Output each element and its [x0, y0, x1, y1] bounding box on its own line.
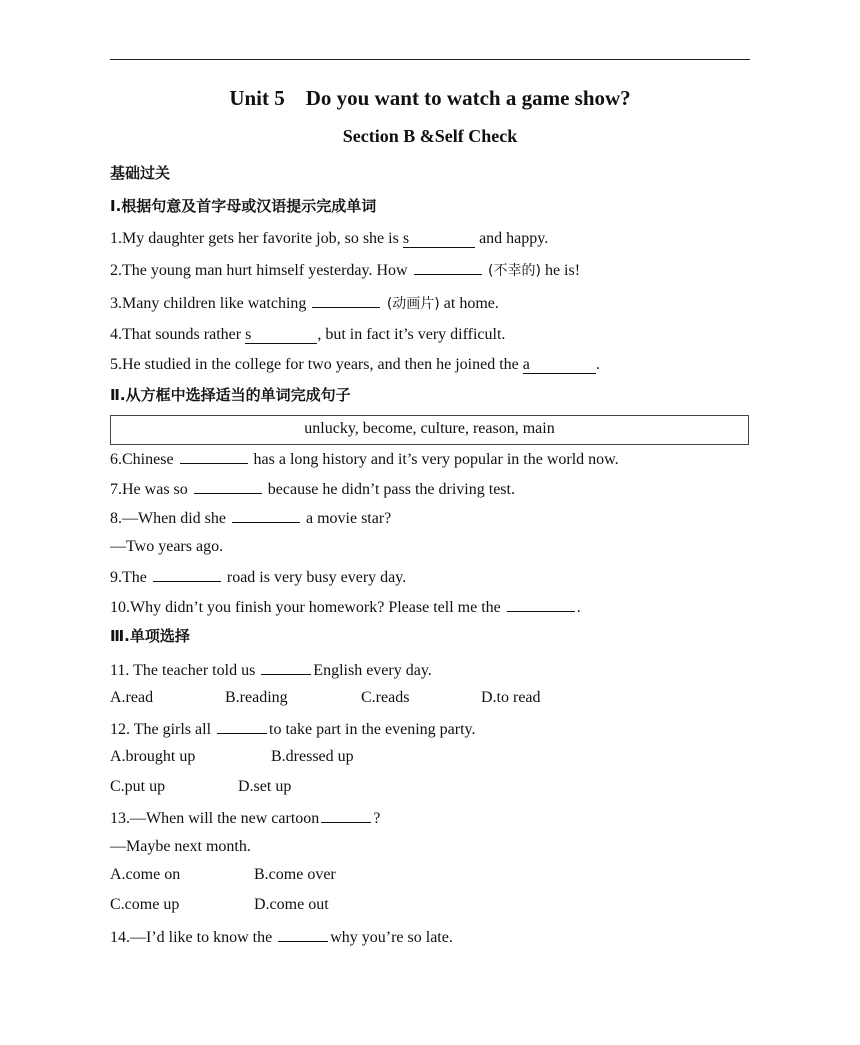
q12-text-end: to take part in the evening party. — [269, 721, 476, 738]
q11-blank[interactable] — [261, 659, 311, 675]
q12-option-a[interactable]: A.brought up — [110, 748, 196, 765]
part3-heading: Ⅲ.单项选择 — [110, 627, 190, 645]
q13-blank[interactable] — [321, 807, 371, 823]
question-5 — [110, 355, 600, 375]
question-9 — [110, 566, 406, 588]
q13-text: 13.—When will the new cartoon — [110, 810, 320, 827]
q9-text: 9.The — [110, 569, 151, 586]
q2-hint: (不幸的) — [483, 263, 541, 279]
section-basic-heading: 基础过关 — [110, 164, 171, 182]
q5-blank[interactable] — [523, 356, 596, 374]
q8-text: 8.—When did she — [110, 510, 230, 527]
q14-text-end: why you’re so late. — [330, 929, 453, 946]
q10-text-end: . — [576, 599, 581, 616]
question-12 — [110, 718, 475, 740]
header-rule — [110, 59, 750, 60]
question-1 — [110, 229, 548, 249]
q11-option-d[interactable]: D.to read — [481, 689, 541, 706]
q6-text-end: has a long history and it’s very popular in the world now. — [249, 451, 619, 468]
question-4 — [110, 325, 505, 345]
q3-text: 3.Many children like watching — [110, 295, 311, 312]
question-6 — [110, 448, 619, 470]
q14-text: 14.—I’d like to know the — [110, 929, 277, 946]
q12-blank[interactable] — [217, 718, 267, 734]
question-13-answer: —Maybe next month. — [110, 838, 251, 855]
q2-text: 2.The young man hurt himself yesterday. How — [110, 262, 412, 279]
q1-blank[interactable] — [403, 230, 475, 248]
q8-blank[interactable] — [232, 507, 300, 523]
q11-option-c[interactable]: C.reads — [361, 689, 410, 706]
q11-text-end: English every day. — [313, 662, 432, 679]
question-8-answer: —Two years ago. — [110, 538, 224, 555]
q5-text-end: . — [595, 356, 600, 373]
question-3 — [110, 292, 499, 314]
q5-text: 5.He studied in the college for two years, and then he joined the — [110, 356, 523, 373]
q5-initial: a — [522, 356, 530, 373]
q12-option-c[interactable]: C.put up — [110, 778, 166, 795]
q1-text-end: and happy. — [475, 230, 549, 247]
q12-text: 12. The girls all — [110, 721, 216, 738]
question-10 — [110, 596, 581, 618]
q2-blank[interactable] — [414, 259, 482, 275]
q9-blank[interactable] — [153, 566, 221, 582]
question-8 — [110, 507, 391, 529]
q3-text-end: at home. — [439, 295, 499, 312]
q13-option-c[interactable]: C.come up — [110, 896, 180, 913]
question-13 — [110, 807, 380, 829]
q10-blank[interactable] — [507, 596, 575, 612]
q9-text-end: road is very busy every day. — [222, 569, 407, 586]
q4-text-end: , but in fact it’s very difficult. — [317, 326, 506, 343]
q1-text: 1.My daughter gets her favorite job, so she is — [110, 230, 403, 247]
q12-option-d[interactable]: D.set up — [238, 778, 292, 795]
q4-text: 4.That sounds rather — [110, 326, 246, 343]
q2-text-end: he is! — [540, 262, 581, 279]
q3-blank[interactable] — [312, 292, 380, 308]
q4-initial: s — [245, 326, 252, 343]
q7-text-end: because he didn’t pass the driving test. — [263, 481, 515, 498]
q14-blank[interactable] — [278, 926, 328, 942]
q11-option-a[interactable]: A.read — [110, 689, 154, 706]
q3-hint: (动画片) — [382, 296, 440, 312]
q6-text: 6.Chinese — [110, 451, 178, 468]
question-7 — [110, 478, 515, 500]
q8-text-end: a movie star? — [301, 510, 392, 527]
word-bank-box: unlucky, become, culture, reason, main — [110, 415, 749, 445]
q7-text: 7.He was so — [110, 481, 192, 498]
page-title: Unit 5 Do you want to watch a game show? — [229, 86, 631, 110]
q13-option-b[interactable]: B.come over — [254, 866, 336, 883]
q4-blank[interactable] — [245, 326, 317, 344]
question-11 — [110, 659, 432, 681]
q13-option-d[interactable]: D.come out — [254, 896, 329, 913]
page-subtitle: Section B &Self Check — [342, 126, 518, 146]
q10-text: 10.Why didn’t you finish your homework? Please tell me the — [110, 599, 505, 616]
question-2 — [110, 259, 580, 281]
q1-initial: s — [402, 230, 410, 247]
part1-heading: Ⅰ.根据句意及首字母或汉语提示完成单词 — [110, 197, 377, 215]
q13-text-end: ? — [373, 810, 381, 827]
q11-option-b[interactable]: B.reading — [225, 689, 288, 706]
q11-text: 11. The teacher told us — [110, 662, 260, 679]
question-14 — [110, 926, 453, 948]
q13-option-a[interactable]: A.come on — [110, 866, 181, 883]
q12-option-b[interactable]: B.dressed up — [271, 748, 354, 765]
q7-blank[interactable] — [194, 478, 262, 494]
part2-heading: Ⅱ.从方框中选择适当的单词完成句子 — [110, 386, 351, 404]
q6-blank[interactable] — [180, 448, 248, 464]
